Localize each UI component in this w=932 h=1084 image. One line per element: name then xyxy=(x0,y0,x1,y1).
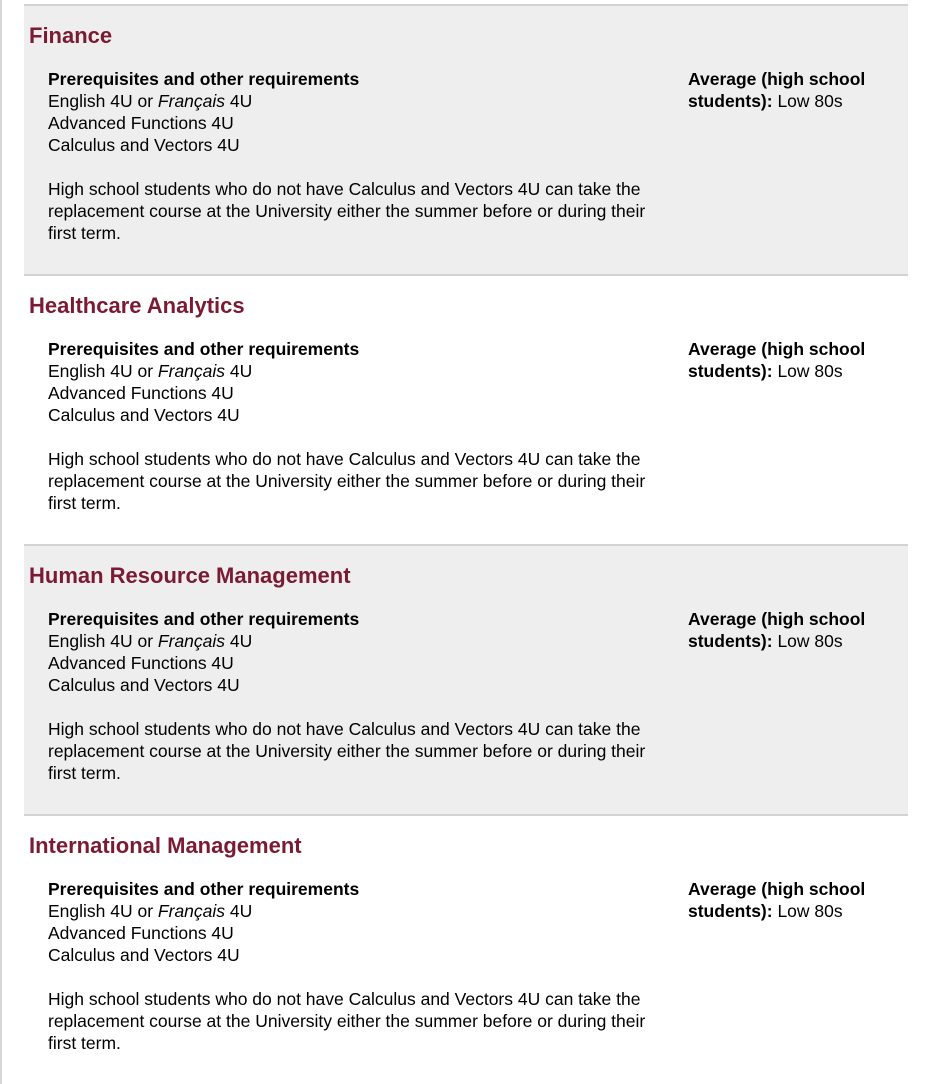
prerequisite-note: High school students who do not have Calculus and Vectors 4U can take the replacement course at the University either the summer before or during their first term. xyxy=(48,719,646,783)
prerequisite-advanced-functions: Advanced Functions 4U xyxy=(48,923,234,943)
prerequisite-advanced-functions: Advanced Functions 4U xyxy=(48,383,234,403)
prerequisite-english: English 4U or Français 4U xyxy=(48,91,253,111)
prerequisite-note: High school students who do not have Calculus and Vectors 4U can take the replacement course at the University either the summer before or during their first term. xyxy=(48,989,646,1053)
prerequisites-heading: Prerequisites and other requirements xyxy=(48,609,360,629)
prerequisite-calculus: Calculus and Vectors 4U xyxy=(48,405,240,425)
average-label: Average (high school students): xyxy=(688,339,866,381)
admission-average xyxy=(688,68,898,112)
prerequisite-note: High school students who do not have Calculus and Vectors 4U can take the replacement course at the University either the summer before or during their first term. xyxy=(48,179,646,243)
program-card-international-management xyxy=(24,814,908,1084)
average-label: Average (high school students): xyxy=(688,609,866,651)
program-title: Healthcare Analytics xyxy=(29,293,245,318)
prerequisite-advanced-functions: Advanced Functions 4U xyxy=(48,113,234,133)
average-value: Low 80s xyxy=(772,361,843,381)
prerequisite-calculus: Calculus and Vectors 4U xyxy=(48,135,240,155)
program-title: Human Resource Management xyxy=(29,563,351,588)
program-title: International Management xyxy=(29,833,302,858)
prerequisites-heading: Prerequisites and other requirements xyxy=(48,69,360,89)
prerequisites-block xyxy=(48,608,668,784)
admission-average xyxy=(688,338,898,382)
prerequisite-calculus: Calculus and Vectors 4U xyxy=(48,945,240,965)
prerequisites-block xyxy=(48,68,668,244)
prerequisite-advanced-functions: Advanced Functions 4U xyxy=(48,653,234,673)
prerequisite-note: High school students who do not have Calculus and Vectors 4U can take the replacement course at the University either the summer before or during their first term. xyxy=(48,449,646,513)
prerequisites-heading: Prerequisites and other requirements xyxy=(48,879,360,899)
average-label: Average (high school students): xyxy=(688,879,866,921)
prerequisite-english: English 4U or Français 4U xyxy=(48,631,253,651)
program-card-healthcare-analytics xyxy=(24,274,908,544)
page-left-border xyxy=(0,0,2,1084)
program-title: Finance xyxy=(29,23,113,48)
average-value: Low 80s xyxy=(772,631,843,651)
program-list xyxy=(24,4,908,1084)
program-card-human-resource-management xyxy=(24,544,908,814)
admission-average xyxy=(688,608,898,652)
average-label: Average (high school students): xyxy=(688,69,866,111)
prerequisite-calculus: Calculus and Vectors 4U xyxy=(48,675,240,695)
prerequisite-english: English 4U or Français 4U xyxy=(48,901,253,921)
average-value: Low 80s xyxy=(772,901,843,921)
admission-average xyxy=(688,878,898,922)
prerequisite-english: English 4U or Français 4U xyxy=(48,361,253,381)
prerequisites-block xyxy=(48,338,668,514)
prerequisites-heading: Prerequisites and other requirements xyxy=(48,339,360,359)
prerequisites-block xyxy=(48,878,668,1054)
program-card-finance xyxy=(24,4,908,274)
average-value: Low 80s xyxy=(772,91,843,111)
